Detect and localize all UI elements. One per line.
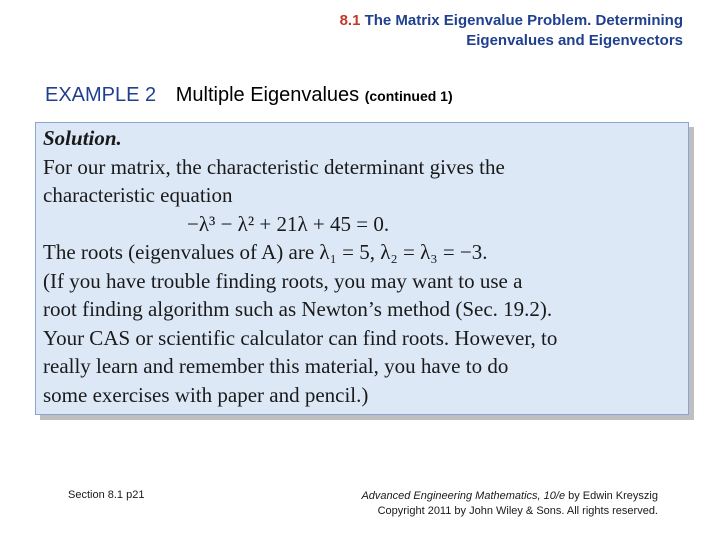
body-line-8: really learn and remember this material, you have to do [43, 354, 509, 378]
example-label: EXAMPLE 2 [45, 84, 157, 106]
solution-heading: Solution. [43, 126, 122, 150]
body-line-1: For our matrix, the characteristic determinant gives the [43, 154, 505, 179]
body-line-5: (If you have trouble finding roots, you may want to use a [43, 268, 523, 293]
body-line-9: some exercises with paper and pencil.) [43, 382, 369, 407]
book-author: by Edwin Kreyszig [565, 490, 658, 502]
footer-credit [361, 489, 658, 519]
header-title-part-1: The Matrix Eigenvalue Problem. Determining [360, 12, 683, 29]
body-line-4: The roots (eigenvalues of A) are λ₁ = 5, λ₂ = λ₃ = −3. [43, 240, 488, 264]
example-title: Multiple Eigenvalues [175, 84, 360, 106]
body-line-7: Your CAS or scientific calculator can find roots. However, to [43, 325, 558, 350]
solution-box [35, 122, 689, 415]
footer-book-line [361, 489, 658, 504]
book-title: Advanced Engineering Mathematics, 10/e [361, 490, 566, 502]
header-line-2: Eigenvalues and Eigenvectors [466, 32, 683, 49]
body-line-6: root finding algorithm such as Newton’s method (Sec. 19.2). [43, 297, 553, 321]
example-heading [45, 84, 453, 107]
header-line-1 [340, 11, 683, 31]
footer-copyright: Copyright 2011 by John Wiley & Sons. All rights reserved. [377, 505, 658, 517]
characteristic-equation: −λ³ − λ² + 21λ + 45 = 0. [187, 211, 390, 236]
body-line-2: characteristic equation [43, 183, 233, 207]
example-continued: (continued 1) [364, 88, 453, 104]
section-number: 8.1 [339, 12, 361, 29]
slide-header [340, 11, 683, 51]
footer-section: Section 8.1 p21 [68, 489, 145, 501]
